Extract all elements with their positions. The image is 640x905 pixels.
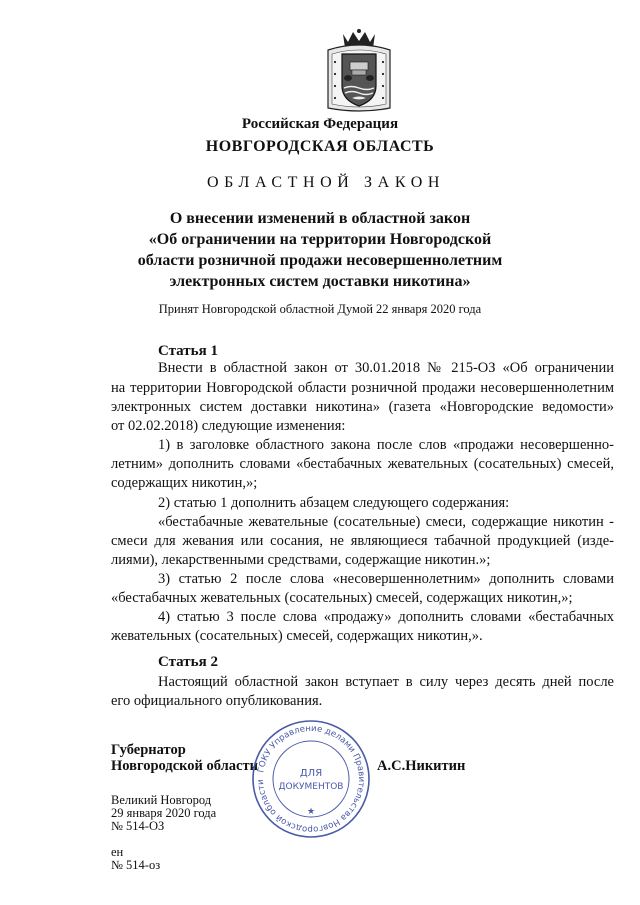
article-1-line: «бестабачных жевательных (сосательных) смесей, содержащих никотин,»; <box>111 590 573 606</box>
article-1-heading: Статья 1 <box>158 343 218 359</box>
law-title <box>0 208 640 292</box>
law-number: № 514-ОЗ <box>111 819 165 833</box>
article-2-line: Настоящий областной закон вступает в силу через десять дней после <box>158 674 614 690</box>
article-1-line: 1) в заголовке областного закона после слов «продажи несовершенно- <box>158 437 614 453</box>
stamp-center-line: ДОКУМЕНТОВ <box>278 782 344 792</box>
signing-date: 29 января 2020 года <box>111 806 217 820</box>
article-1-line: на территории Новгородской области розничной продажи несовершеннолетним <box>111 380 614 396</box>
article-1-line: лиями), лекарственными средствами, содержащие никотин.»; <box>111 552 491 568</box>
law-title-line: области розничной продажи несовершеннолетним <box>137 252 503 269</box>
article-1-line: содержащих никотин,»; <box>111 475 258 491</box>
article-1-line: летним» дополнить словами «бестабачных жевательных (сосательных) смесей, <box>111 456 614 472</box>
article-1-line: от 02.02.2018) следующие изменения: <box>111 418 346 434</box>
stamp-ring <box>253 721 369 837</box>
article-1-line: 3) статью 2 после слова «несовершеннолетним» дополнить словами <box>158 571 614 587</box>
article-1-line: жевательных (сосательных) смесей, содержащих никотин,». <box>111 628 483 644</box>
article-1-line: смеси для жевания или сосания, не являющиеся табачной продукцией (изде- <box>111 533 614 549</box>
region-name: НОВГОРОДСКАЯ ОБЛАСТЬ <box>205 138 435 155</box>
law-number-copy: № 514-оз <box>111 858 161 872</box>
article-1-line: Внести в областной закон от 30.01.2018 № 215-ОЗ «Об ограничении <box>158 360 614 376</box>
law-title-line: «Об ограничении на территории Новгородской <box>148 231 492 248</box>
signatory-title <box>111 742 258 774</box>
law-title-line: О внесении изменений в областной закон <box>169 210 471 227</box>
article-1-line: 4) статью 3 после слова «продажу» дополнить словами «бестабачных <box>158 609 614 625</box>
coat-of-arms-icon <box>326 28 392 114</box>
article-1-line: 2) статью 1 дополнить абзацем следующего содержания: <box>158 495 510 511</box>
document-type: ОБЛАСТНОЙ ЗАКОН <box>206 174 445 191</box>
stamp-star-icon: ★ <box>306 807 316 817</box>
country-name: Российская Федерация <box>241 116 399 132</box>
adoption-note: Принят Новгородской областной Думой 22 января 2020 года <box>158 302 482 316</box>
article-1-line: «бестабачные жевательные (сосательные) смеси, содержащие никотин - <box>158 514 614 530</box>
article-1-line: электронных систем доставки никотина» (газета «Новгородские ведомости» <box>111 399 614 415</box>
article-2-line: его официального опубликования. <box>111 693 323 709</box>
executor-initials: ен <box>111 845 124 859</box>
stamp-ring-text: ГОКУ Управление делами Правительства Новгородской области <box>255 723 367 835</box>
signatory-title-line: Губернатор <box>111 742 186 758</box>
signing-place: Великий Новгород <box>111 793 212 807</box>
stamp-center-line: ДЛЯ <box>299 768 323 779</box>
article-2-heading: Статья 2 <box>158 654 218 670</box>
official-stamp <box>250 718 372 840</box>
signatory-name: А.С.Никитин <box>377 758 466 774</box>
law-title-line: электронных систем доставки никотина» <box>169 273 471 290</box>
signatory-title-line: Новгородской области <box>111 758 258 774</box>
